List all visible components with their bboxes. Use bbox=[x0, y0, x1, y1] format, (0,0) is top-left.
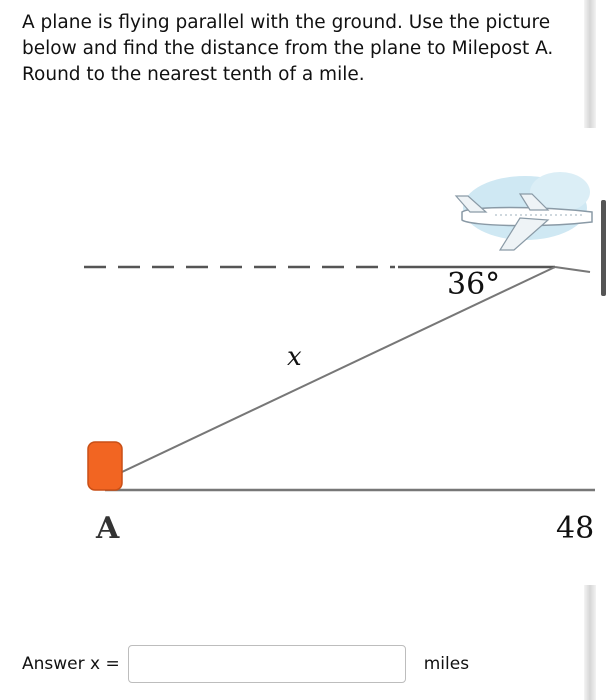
question-line-1: A plane is flying parallel with the ground. Use the picture bbox=[22, 12, 551, 33]
hypotenuse-label: x bbox=[287, 342, 302, 372]
milepost-label: A bbox=[96, 511, 120, 546]
plane-vertex-mark bbox=[555, 267, 590, 272]
triangle-figure bbox=[0, 150, 610, 570]
question-text bbox=[22, 10, 562, 88]
question-line-2: below and find the distance from the plane to Milepost A. bbox=[22, 38, 554, 59]
scroll-track-top[interactable] bbox=[584, 0, 596, 128]
right-value-label: 48 bbox=[556, 511, 595, 546]
milepost-a-marker bbox=[88, 442, 122, 490]
answer-row bbox=[22, 643, 469, 685]
scroll-track-bottom[interactable] bbox=[584, 585, 596, 700]
unit-label: miles bbox=[423, 654, 470, 674]
answer-input[interactable] bbox=[128, 645, 406, 683]
angle-label: 36° bbox=[447, 267, 501, 302]
question-line-3: Round to the nearest tenth of a mile. bbox=[22, 64, 365, 85]
answer-label: Answer x = bbox=[22, 654, 120, 674]
